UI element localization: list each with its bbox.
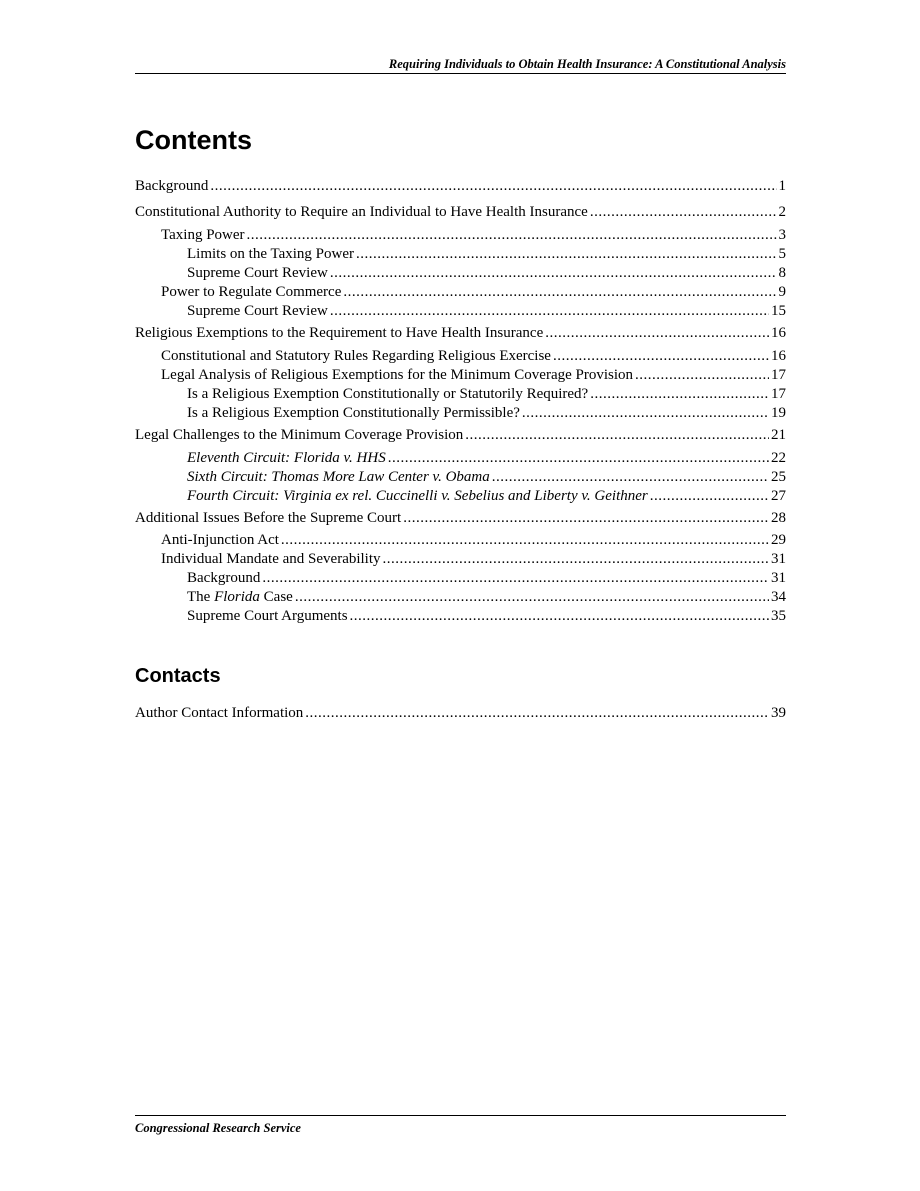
toc-title-prefix: The	[187, 589, 215, 605]
toc-entry-constitutional-authority[interactable]	[135, 203, 786, 222]
contacts-heading: Contacts	[135, 665, 221, 687]
toc-entry-page: 19	[771, 405, 786, 421]
toc-entry-page: 22	[771, 450, 786, 466]
toc-entry-page: 16	[771, 348, 786, 364]
toc-leader-dots	[388, 449, 769, 468]
toc-entry-limits-taxing-power[interactable]	[187, 245, 786, 264]
toc-entry-title: Power to Regulate Commerce	[161, 284, 342, 300]
toc-entry-background-2[interactable]	[187, 569, 786, 588]
toc-entry-supreme-court-review-2[interactable]	[187, 302, 786, 321]
toc-entry-page: 15	[771, 303, 786, 319]
toc-entry-page: 31	[771, 570, 786, 586]
toc-leader-dots	[492, 468, 769, 487]
toc-entry-title: Legal Challenges to the Minimum Coverage Provision	[135, 427, 464, 443]
toc-entry-title: Supreme Court Arguments	[187, 608, 348, 624]
toc-leader-dots	[635, 366, 769, 385]
header-rule	[135, 73, 786, 74]
toc-leader-dots	[403, 509, 769, 528]
toc-leader-dots	[210, 177, 776, 196]
toc-leader-dots	[350, 607, 769, 626]
footer-text: Congressional Research Service	[135, 1121, 301, 1135]
toc-entry-exemption-permissible[interactable]	[187, 404, 786, 423]
footer-rule	[135, 1115, 786, 1116]
toc-entry-page: 34	[771, 589, 786, 605]
toc-leader-dots	[281, 531, 769, 550]
toc-entry-page: 27	[771, 488, 786, 504]
toc-entry-page: 8	[778, 265, 786, 281]
toc-entry-page: 17	[771, 386, 786, 402]
toc-entry-supreme-court-arguments[interactable]	[187, 607, 786, 626]
toc-entry-title: Is a Religious Exemption Constitutionally or Statutorily Required?	[187, 386, 589, 402]
toc-entry-title: Individual Mandate and Severability	[161, 551, 381, 567]
toc-entry-page: 39	[771, 705, 786, 721]
toc-leader-dots	[545, 324, 769, 343]
toc-entry-title	[187, 588, 293, 607]
toc-entry-taxing-power[interactable]	[161, 226, 786, 245]
toc-leader-dots	[356, 245, 777, 264]
toc-entry-page: 31	[771, 551, 786, 567]
toc-leader-dots	[650, 487, 769, 506]
toc-entry-title: Supreme Court Review	[187, 265, 328, 281]
toc-title-italic: Florida	[214, 589, 260, 605]
toc-leader-dots	[330, 264, 777, 283]
toc-entry-title: Fourth Circuit: Virginia ex rel. Cuccinelli v. Sebelius and Liberty v. Geithner	[187, 488, 648, 504]
toc-leader-dots	[590, 385, 769, 404]
toc-entry-power-regulate-commerce[interactable]	[161, 283, 786, 302]
toc-entry-title: Religious Exemptions to the Requirement to Have Health Insurance	[135, 325, 544, 341]
toc-entry-legal-challenges[interactable]	[135, 426, 786, 445]
toc-entry-fourth-circuit[interactable]	[187, 487, 786, 506]
toc-leader-dots	[295, 588, 769, 607]
toc-leader-dots	[522, 404, 769, 423]
toc-entry-author-contact[interactable]	[135, 704, 786, 723]
toc-entry-sixth-circuit[interactable]	[187, 468, 786, 487]
toc-leader-dots	[305, 704, 769, 723]
toc-entry-page: 25	[771, 469, 786, 485]
toc-entry-constitutional-statutory-rules[interactable]	[161, 347, 786, 366]
toc-entry-florida-case[interactable]	[187, 588, 786, 607]
toc-entry-religious-exemptions[interactable]	[135, 324, 786, 343]
toc-entry-eleventh-circuit[interactable]	[187, 449, 786, 468]
toc-entry-title: Constitutional Authority to Require an Individual to Have Health Insurance	[135, 204, 588, 220]
toc-entry-supreme-court-review-1[interactable]	[187, 264, 786, 283]
toc-leader-dots	[343, 283, 776, 302]
toc-title-suffix: Case	[259, 589, 293, 605]
toc-entry-title: Background	[187, 570, 261, 586]
toc-entry-title: Author Contact Information	[135, 705, 304, 721]
toc-entry-page: 16	[771, 325, 786, 341]
toc-entry-anti-injunction-act[interactable]	[161, 531, 786, 550]
toc-leader-dots	[262, 569, 769, 588]
toc-entry-title: Anti-Injunction Act	[161, 532, 279, 548]
contents-heading: Contents	[135, 125, 252, 155]
toc-entry-exemption-required[interactable]	[187, 385, 786, 404]
toc-entry-page: 5	[778, 246, 786, 262]
toc-entry-additional-issues[interactable]	[135, 509, 786, 528]
toc-entry-title: Additional Issues Before the Supreme Court	[135, 510, 402, 526]
toc-entry-title: Legal Analysis of Religious Exemptions for the Minimum Coverage Provision	[161, 367, 634, 383]
toc-entry-page: 21	[771, 427, 786, 443]
running-header: Requiring Individuals to Obtain Health Insurance: A Constitutional Analysis	[388, 57, 786, 71]
toc-leader-dots	[383, 550, 769, 569]
toc-entry-page: 28	[771, 510, 786, 526]
toc-entry-background[interactable]	[135, 177, 786, 196]
toc-entry-page: 1	[778, 178, 786, 194]
toc-leader-dots	[553, 347, 769, 366]
toc-entry-page: 29	[771, 532, 786, 548]
toc-entry-title: Supreme Court Review	[187, 303, 328, 319]
toc-entry-title: Taxing Power	[161, 227, 245, 243]
toc-entry-page: 17	[771, 367, 786, 383]
toc-entry-page: 9	[778, 284, 786, 300]
toc-leader-dots	[465, 426, 769, 445]
toc-entry-individual-mandate[interactable]	[161, 550, 786, 569]
toc-entry-page: 2	[778, 204, 786, 220]
toc-leader-dots	[590, 203, 777, 222]
toc-entry-title: Limits on the Taxing Power	[187, 246, 354, 262]
toc-leader-dots	[247, 226, 777, 245]
toc-entry-title: Is a Religious Exemption Constitutionally Permissible?	[187, 405, 520, 421]
toc-entry-page: 35	[771, 608, 786, 624]
toc-entry-title: Eleventh Circuit: Florida v. HHS	[187, 450, 386, 466]
toc-entry-legal-analysis-religious[interactable]	[161, 366, 786, 385]
toc-entry-title: Background	[135, 178, 209, 194]
toc-leader-dots	[330, 302, 769, 321]
toc-entry-page: 3	[778, 227, 786, 243]
toc-entry-title: Constitutional and Statutory Rules Regarding Religious Exercise	[161, 348, 551, 364]
toc-entry-title: Sixth Circuit: Thomas More Law Center v. Obama	[187, 469, 490, 485]
